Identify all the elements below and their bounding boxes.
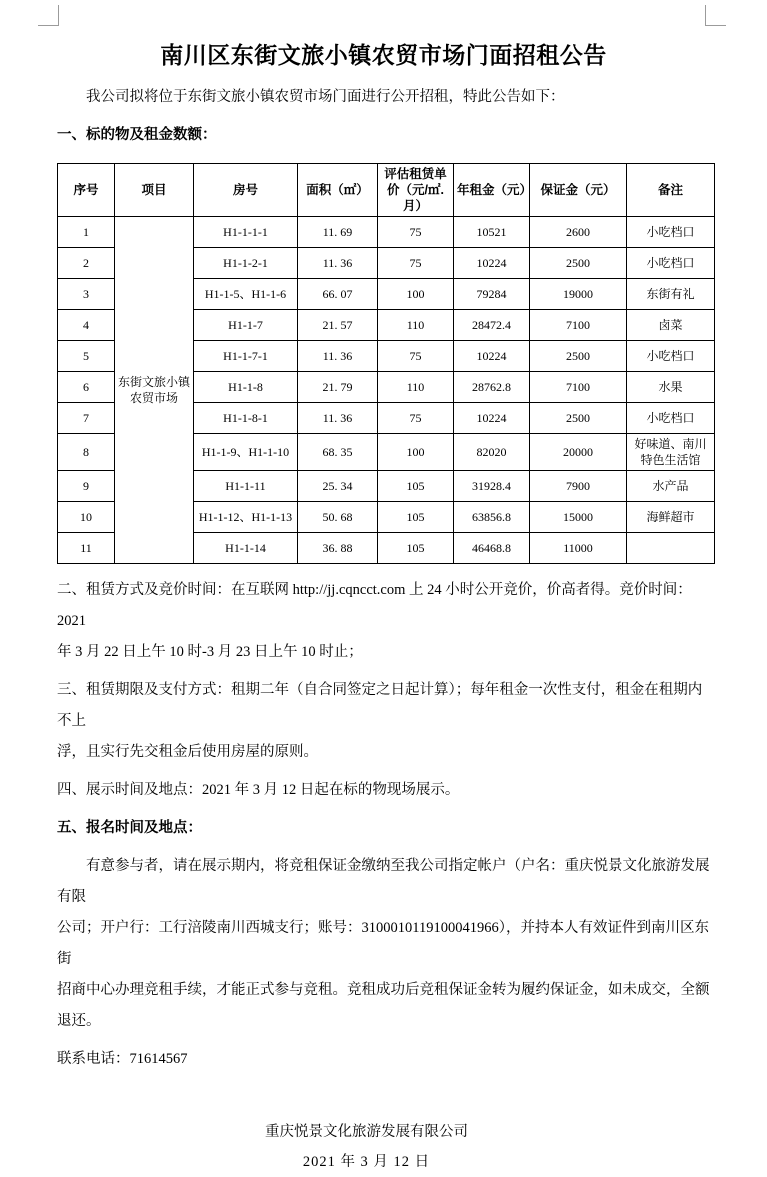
signature-date: 2021 年 3 月 12 日 xyxy=(302,1154,431,1170)
cell-room: H1-1-7-1 xyxy=(194,341,298,372)
section-one-heading: 一、标的物及租金数额： xyxy=(57,127,217,143)
table-row xyxy=(58,217,715,248)
cell-area: 68. 35 xyxy=(298,434,378,471)
cell-area: 21. 79 xyxy=(298,372,378,403)
cell-project: 东街文旅小镇农贸市场 xyxy=(115,217,194,564)
cell-deposit: 2500 xyxy=(530,341,627,372)
cell-note: 好味道、南川特色生活馆 xyxy=(627,434,715,471)
cell-area: 11. 36 xyxy=(298,403,378,434)
cell-note: 小吃档口 xyxy=(627,341,715,372)
cell-price: 75 xyxy=(378,403,454,434)
cell-note: 水果 xyxy=(627,372,715,403)
cell-area: 25. 34 xyxy=(298,471,378,502)
cell-no: 10 xyxy=(58,502,115,533)
cell-no: 3 xyxy=(58,279,115,310)
section-five-line-3: 招商中心办理竞租手续，才能正式参与竞租。竞租成功后竞租保证金转为履约保证金，如未成交，全额退还。 xyxy=(57,982,710,1029)
rent-table-wrapper xyxy=(57,163,714,564)
cell-room: H1-1-9、H1-1-10 xyxy=(194,434,298,471)
cell-rent: 10224 xyxy=(454,403,530,434)
cell-room: H1-1-8-1 xyxy=(194,403,298,434)
cell-note: 卤菜 xyxy=(627,310,715,341)
column-header-project: 项目 xyxy=(115,164,194,217)
cell-area: 11. 36 xyxy=(298,341,378,372)
cell-price: 100 xyxy=(378,434,454,471)
cell-note: 小吃档口 xyxy=(627,217,715,248)
cell-deposit: 2600 xyxy=(530,217,627,248)
cell-no: 6 xyxy=(58,372,115,403)
intro-paragraph: 我公司拟将位于东街文旅小镇农贸市场门面进行公开招租，特此公告如下： xyxy=(86,89,565,105)
cell-area: 66. 07 xyxy=(298,279,378,310)
section-five-line-2: 公司；开户行：工行涪陵南川西城支行；账号：3100010119100041966），并持本人有效证件到南川区东街 xyxy=(57,920,709,967)
cell-no: 8 xyxy=(58,434,115,471)
section-two-line-1: 二、租赁方式及竞价时间：在互联网 http://jj.cqncct.com 上 24 小时公开竞价，价高者得。竞价时间：2021 xyxy=(57,582,692,629)
cell-room: H1-1-11 xyxy=(194,471,298,502)
rent-table xyxy=(57,163,715,564)
section-two-line-2: 年 3 月 22 日上午 10 时-3 月 23 日上午 10 时止； xyxy=(57,644,363,660)
cell-area: 36. 88 xyxy=(298,533,378,564)
cell-area: 21. 57 xyxy=(298,310,378,341)
cell-area: 11. 36 xyxy=(298,248,378,279)
cell-no: 4 xyxy=(58,310,115,341)
cell-rent: 28762.8 xyxy=(454,372,530,403)
cell-deposit: 15000 xyxy=(530,502,627,533)
cell-rent: 10224 xyxy=(454,248,530,279)
cell-note: 东街有礼 xyxy=(627,279,715,310)
cell-price: 105 xyxy=(378,471,454,502)
cell-no: 5 xyxy=(58,341,115,372)
section-three-line-2: 浮，且实行先交租金后使用房屋的原则。 xyxy=(57,744,318,760)
cell-room: H1-1-8 xyxy=(194,372,298,403)
cell-note: 水产品 xyxy=(627,471,715,502)
cell-room: H1-1-12、H1-1-13 xyxy=(194,502,298,533)
cell-price: 110 xyxy=(378,372,454,403)
rent-table-body xyxy=(58,217,715,564)
cell-price: 75 xyxy=(378,217,454,248)
cell-rent: 10224 xyxy=(454,341,530,372)
column-header-no: 序号 xyxy=(58,164,115,217)
cell-deposit: 11000 xyxy=(530,533,627,564)
cell-price: 100 xyxy=(378,279,454,310)
cell-deposit: 20000 xyxy=(530,434,627,471)
cell-no: 11 xyxy=(58,533,115,564)
cell-price: 110 xyxy=(378,310,454,341)
column-header-deposit: 保证金（元） xyxy=(530,164,627,217)
section-four: 四、展示时间及地点：2021 年 3 月 12 日起在标的物现场展示。 xyxy=(57,782,460,798)
cell-deposit: 19000 xyxy=(530,279,627,310)
column-header-room: 房号 xyxy=(194,164,298,217)
cell-rent: 79284 xyxy=(454,279,530,310)
cell-note: 小吃档口 xyxy=(627,248,715,279)
cell-no: 9 xyxy=(58,471,115,502)
cell-rent: 63856.8 xyxy=(454,502,530,533)
cell-room: H1-1-7 xyxy=(194,310,298,341)
cell-rent: 28472.4 xyxy=(454,310,530,341)
signature-block xyxy=(57,1117,714,1177)
column-header-price: 评估租赁单价（元/㎡.月） xyxy=(378,164,454,217)
cell-price: 75 xyxy=(378,248,454,279)
cell-note: 海鲜超市 xyxy=(627,502,715,533)
cell-room: H1-1-1-1 xyxy=(194,217,298,248)
table-header-row xyxy=(58,164,715,217)
cell-rent: 46468.8 xyxy=(454,533,530,564)
cell-room: H1-1-14 xyxy=(194,533,298,564)
column-header-rent: 年租金（元） xyxy=(454,164,530,217)
cell-area: 11. 69 xyxy=(298,217,378,248)
cell-rent: 10521 xyxy=(454,217,530,248)
cell-deposit: 2500 xyxy=(530,248,627,279)
cell-room: H1-1-2-1 xyxy=(194,248,298,279)
cell-rent: 82020 xyxy=(454,434,530,471)
column-header-area: 面积（㎡） xyxy=(298,164,378,217)
cell-deposit: 7100 xyxy=(530,310,627,341)
section-three-line-1: 三、租赁期限及支付方式：租期二年（自合同签定之日起计算）；每年租金一次性支付，租金在租期内不上 xyxy=(57,682,703,729)
cell-price: 105 xyxy=(378,533,454,564)
cell-rent: 31928.4 xyxy=(454,471,530,502)
cell-room: H1-1-5、H1-1-6 xyxy=(194,279,298,310)
cell-note: 小吃档口 xyxy=(627,403,715,434)
cell-deposit: 7100 xyxy=(530,372,627,403)
page-title: 南川区东街文旅小镇农贸市场门面招租公告 xyxy=(160,42,607,69)
cell-area: 50. 68 xyxy=(298,502,378,533)
cell-price: 105 xyxy=(378,502,454,533)
document-body xyxy=(57,82,714,1177)
cell-deposit: 2500 xyxy=(530,403,627,434)
crop-mark-top-right-icon xyxy=(705,5,726,26)
section-five-heading: 五、报名时间及地点： xyxy=(57,820,202,836)
cell-no: 7 xyxy=(58,403,115,434)
cell-note xyxy=(627,533,715,564)
crop-mark-top-left-icon xyxy=(38,5,59,26)
contact-phone: 联系电话：71614567 xyxy=(57,1051,188,1067)
cell-price: 75 xyxy=(378,341,454,372)
cell-no: 1 xyxy=(58,217,115,248)
cell-deposit: 7900 xyxy=(530,471,627,502)
signature-company: 重庆悦景文化旅游发展有限公司 xyxy=(265,1124,468,1140)
cell-no: 2 xyxy=(58,248,115,279)
section-five-line-1: 有意参与者，请在展示期内，将竞租保证金缴纳至我公司指定帐户（户名：重庆悦景文化旅游发展有限 xyxy=(57,858,710,905)
column-header-note: 备注 xyxy=(627,164,715,217)
